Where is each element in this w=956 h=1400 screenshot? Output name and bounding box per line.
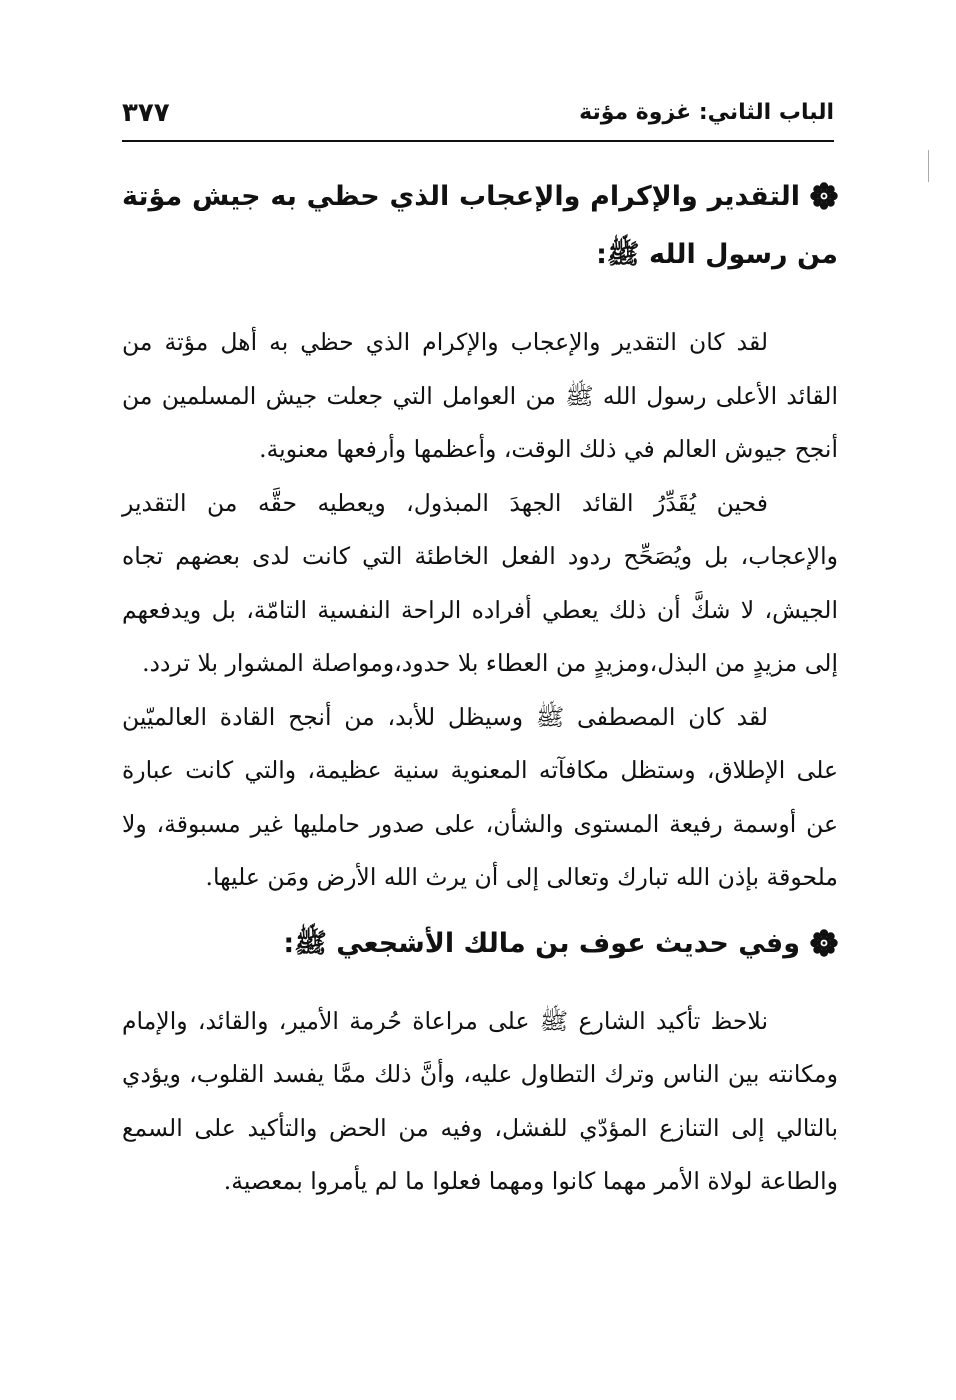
section-heading-1-text: التقدير والإكرام والإعجاب الذي حظي به جيش مؤتة من رسول الله ﷺ:	[122, 181, 838, 270]
flower-ornament-icon	[810, 182, 838, 210]
paragraph: فحين يُقَدِّرُ القائد الجهدَ المبذول، ويعطيه حقَّه من التقدير والإعجاب، بل ويُصَحِّح ردود الفعل الخاطئة التي كانت لدى بعضهم تجاه الجيش، لا شكَّ أن ذلك يعطي أفراده الراحة النفسية التامّة، بل ويدفعهم إلى مزيدٍ من البذل،ومزيدٍ من العطاء بلا حدود،ومواصلة المشوار بلا تردد.	[122, 488, 838, 677]
page-number: ٣٧٧	[122, 98, 170, 128]
section-heading-1	[122, 168, 838, 284]
margin-mark	[928, 150, 929, 182]
running-title: الباب الثاني: غزوة مؤتة	[579, 100, 834, 125]
page-header	[122, 88, 834, 134]
spacer	[122, 905, 838, 915]
section-heading-2-text: وفي حديث عوف بن مالك الأشجعي ﷺ:	[283, 927, 800, 959]
paragraph: لقد كان التقدير والإعجاب والإكرام الذي حظي به أهل مؤتة من القائد الأعلى رسول الله ﷺ من العوامل التي جعلت جيش المسلمين من أنجح جيوش العالم في ذلك الوقت، وأعظمها وأرفعها معنوية.	[122, 328, 838, 463]
flower-ornament-icon	[810, 929, 838, 957]
spacer	[122, 973, 838, 995]
section-heading-2	[122, 915, 838, 973]
page-body	[122, 168, 838, 1209]
spacer	[122, 284, 838, 316]
paragraph: لقد كان المصطفى ﷺ وسيظل للأبد، من أنجح القادة العالميّين على الإطلاق، وستظل مكافآته المعنوية سنية عظيمة، والتي كانت عبارة عن أوسمة رفيعة المستوى والشأن، على صدور حامليها غير مسبوقة، ولا ملحوقة بإذن الله تبارك وتعالى إلى أن يرث الله الأرض ومَن عليها.	[122, 702, 838, 891]
header-rule	[122, 140, 834, 142]
paragraph: نلاحظ تأكيد الشارع ﷺ على مراعاة حُرمة الأمير، والقائد، والإمام ومكانته بين الناس وترك التطاول عليه، وأنَّ ذلك ممَّا يفسد القلوب، ويؤدي بالتالي إلى التنازع المؤدّي للفشل، وفيه من الحض والتأكيد على السمع والطاعة لولاة الأمر مهما كانوا ومهما فعلوا ما لم يأمروا بمعصية.	[122, 1006, 838, 1195]
